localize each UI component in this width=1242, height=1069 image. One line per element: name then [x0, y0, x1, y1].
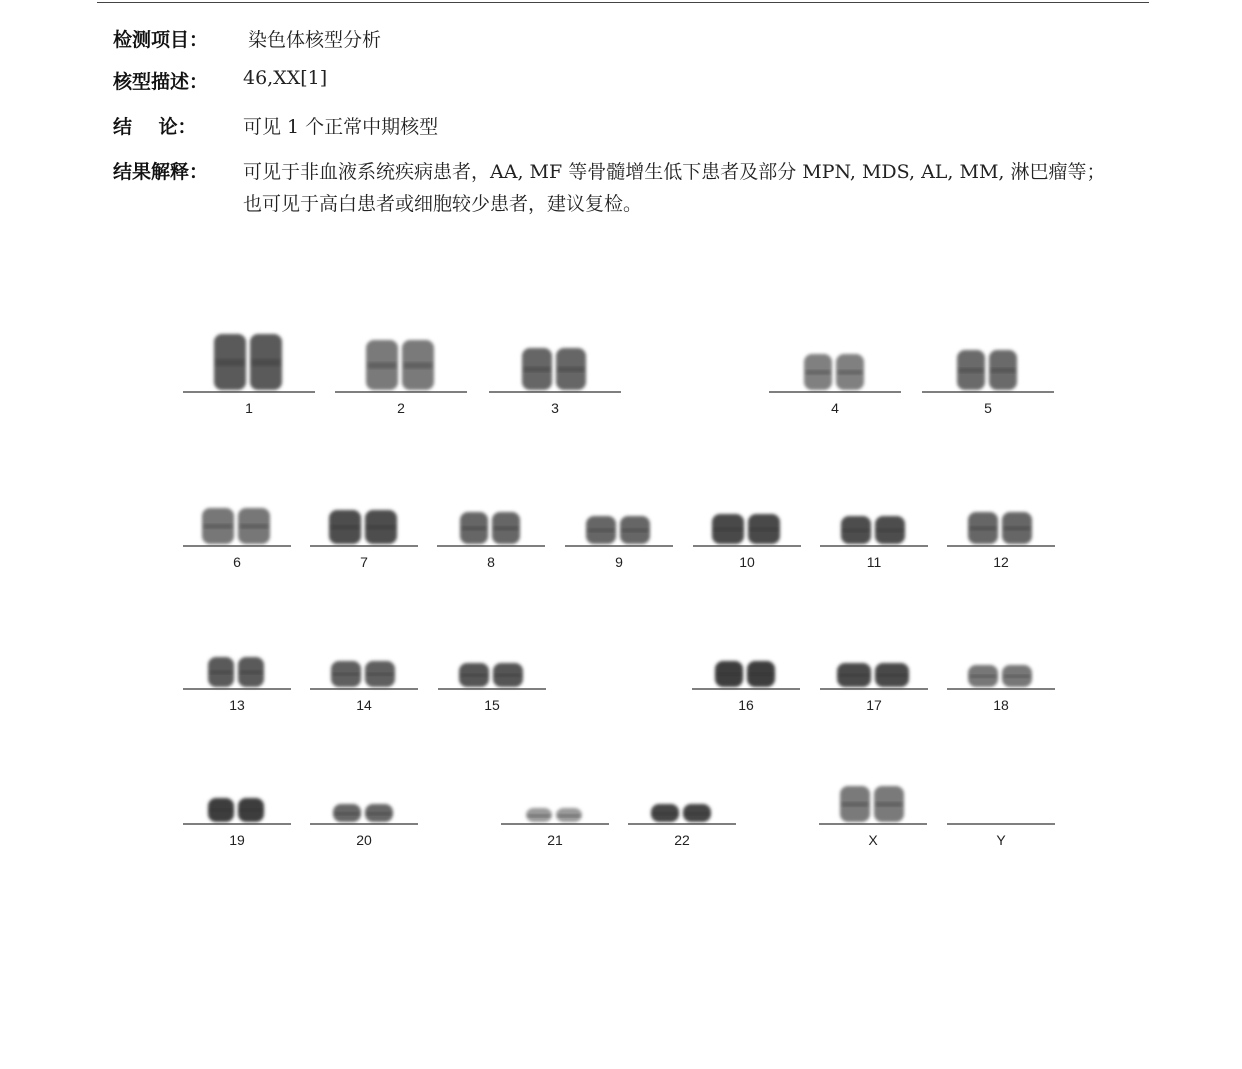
- interpretation-line-1: 可见于非血液系统疾病患者，AA, MF 等骨髓增生低下患者及部分 MPN, MDS, AL, MM, 淋巴瘤等；: [243, 161, 1106, 183]
- chromosome-band: [367, 525, 395, 529]
- chromosome-label: 16: [738, 697, 754, 713]
- chromosome-label: 22: [674, 832, 690, 848]
- chromosome-band: [404, 363, 432, 369]
- chromosome-pair-3: [489, 348, 621, 416]
- chromosome-pair-1: [183, 334, 315, 416]
- chromosome-pair-17: [820, 663, 928, 713]
- chromosome-label: 19: [229, 832, 245, 848]
- chromosome-band: [970, 526, 996, 530]
- chromosome-band: [714, 528, 742, 532]
- chromosome-pair-8: [437, 512, 545, 570]
- chromosome-band: [876, 802, 902, 806]
- conclusion-value: 可见 1 个正常中期核型: [243, 116, 439, 138]
- chromosome-label: 1: [245, 400, 253, 416]
- chromosome-pair-22: [628, 804, 736, 848]
- chromosome-band: [558, 367, 584, 372]
- chromosome-band: [970, 675, 996, 678]
- chromosome-pair-19: [183, 798, 291, 848]
- chromosome-pair-y: [947, 824, 1055, 848]
- chromosome-band: [335, 812, 359, 815]
- chromosome-band: [240, 809, 262, 812]
- chromosome-band: [1004, 675, 1030, 678]
- chromosome-band: [240, 671, 262, 675]
- chromosome-label: 14: [356, 697, 372, 713]
- chromosome-pair-x: [819, 786, 927, 848]
- chromosome-pair-11: [820, 516, 928, 570]
- chromosome-pair-6: [183, 508, 291, 570]
- chromosome-band: [1004, 526, 1030, 530]
- chromosome-label: 10: [739, 554, 755, 570]
- chromosome-band: [524, 367, 550, 372]
- chromosome-pair-21: [501, 808, 609, 848]
- chromosome-pair-5: [922, 350, 1054, 416]
- chromosome-pair-16: [692, 661, 800, 713]
- chromosome-band: [839, 674, 869, 677]
- chromosome-band: [558, 814, 580, 817]
- chromosome-band: [333, 673, 359, 676]
- chromosome-label: 18: [993, 697, 1009, 713]
- chromosome-band: [528, 814, 550, 817]
- chromosome-band: [368, 363, 396, 369]
- chromosome-pair-15: [438, 663, 546, 713]
- chromosome-band: [240, 524, 268, 528]
- chromosome-pair-2: [335, 340, 467, 416]
- chromosome-band: [685, 812, 709, 815]
- chromosome-band: [494, 526, 518, 530]
- chromosome-label: 12: [993, 554, 1009, 570]
- chromosome-label: 21: [547, 832, 563, 848]
- chromosome-pair-4: [769, 354, 901, 416]
- karyotype-description-value: 46,XX[1]: [243, 67, 328, 89]
- interpretation-label: 结果解释：: [113, 161, 209, 183]
- chromosome-pair-13: [183, 657, 291, 713]
- chromosome-label: 8: [487, 554, 495, 570]
- test-item-label: 检测项目：: [113, 29, 209, 51]
- chromosome-label: 9: [615, 554, 623, 570]
- chromosome-pair-7: [310, 510, 418, 570]
- chromosome-label: Y: [996, 832, 1006, 848]
- chromosome-band: [495, 674, 521, 677]
- chromosome-band: [749, 673, 773, 676]
- chromosome-label: 5: [984, 400, 992, 416]
- chromosome-label: 7: [360, 554, 368, 570]
- chromosome-band: [653, 812, 677, 815]
- chromosome-pair-20: [310, 804, 418, 848]
- chromosome-band: [838, 370, 862, 374]
- chromosome-label: 2: [397, 400, 405, 416]
- chromosome-band: [991, 368, 1015, 373]
- chromosome-band: [842, 802, 868, 806]
- chromosome-band: [462, 526, 486, 530]
- chromosome-label: 3: [551, 400, 559, 416]
- chromosome-pair-14: [310, 661, 418, 713]
- chromosome-band: [461, 674, 487, 677]
- chromosome-band: [216, 359, 244, 366]
- chromosome-label: 13: [229, 697, 245, 713]
- chromosome-label: 6: [233, 554, 241, 570]
- chromosome-pair-9: [565, 516, 673, 570]
- chromosome-band: [750, 528, 778, 532]
- chromosome-label: 15: [484, 697, 500, 713]
- chromosome-band: [877, 674, 907, 677]
- chromosome-band: [210, 671, 232, 675]
- chromosome-label: X: [868, 832, 878, 848]
- chromosome-pair-10: [693, 514, 801, 570]
- chromosome-label: 4: [831, 400, 839, 416]
- chromosome-band: [843, 529, 869, 532]
- chromosome-band: [588, 529, 614, 532]
- chromosome-label: 20: [356, 832, 372, 848]
- karyotype-description-label: 核型描述：: [113, 71, 209, 93]
- chromosome-band: [367, 673, 393, 676]
- chromosome-band: [877, 529, 903, 532]
- chromosome-band: [252, 359, 280, 366]
- chromosome-band: [204, 524, 232, 528]
- chromosome-band: [806, 370, 830, 374]
- chromosome-band: [622, 529, 648, 532]
- chromosome-pair-18: [947, 665, 1055, 713]
- chromosome-label: 17: [866, 697, 882, 713]
- chromosome-band: [717, 673, 741, 676]
- chromosome-band: [331, 525, 359, 529]
- chromosome-pair-12: [947, 512, 1055, 570]
- interpretation-line-2: 也可见于高白患者或细胞较少患者，建议复检。: [243, 193, 643, 215]
- chromosome-band: [959, 368, 983, 373]
- chromosome-label: 11: [866, 554, 882, 570]
- test-item-value: 染色体核型分析: [248, 29, 382, 51]
- chromosome-band: [367, 812, 391, 815]
- chromosome-band: [210, 809, 232, 812]
- conclusion-label: 结 论：: [113, 116, 197, 138]
